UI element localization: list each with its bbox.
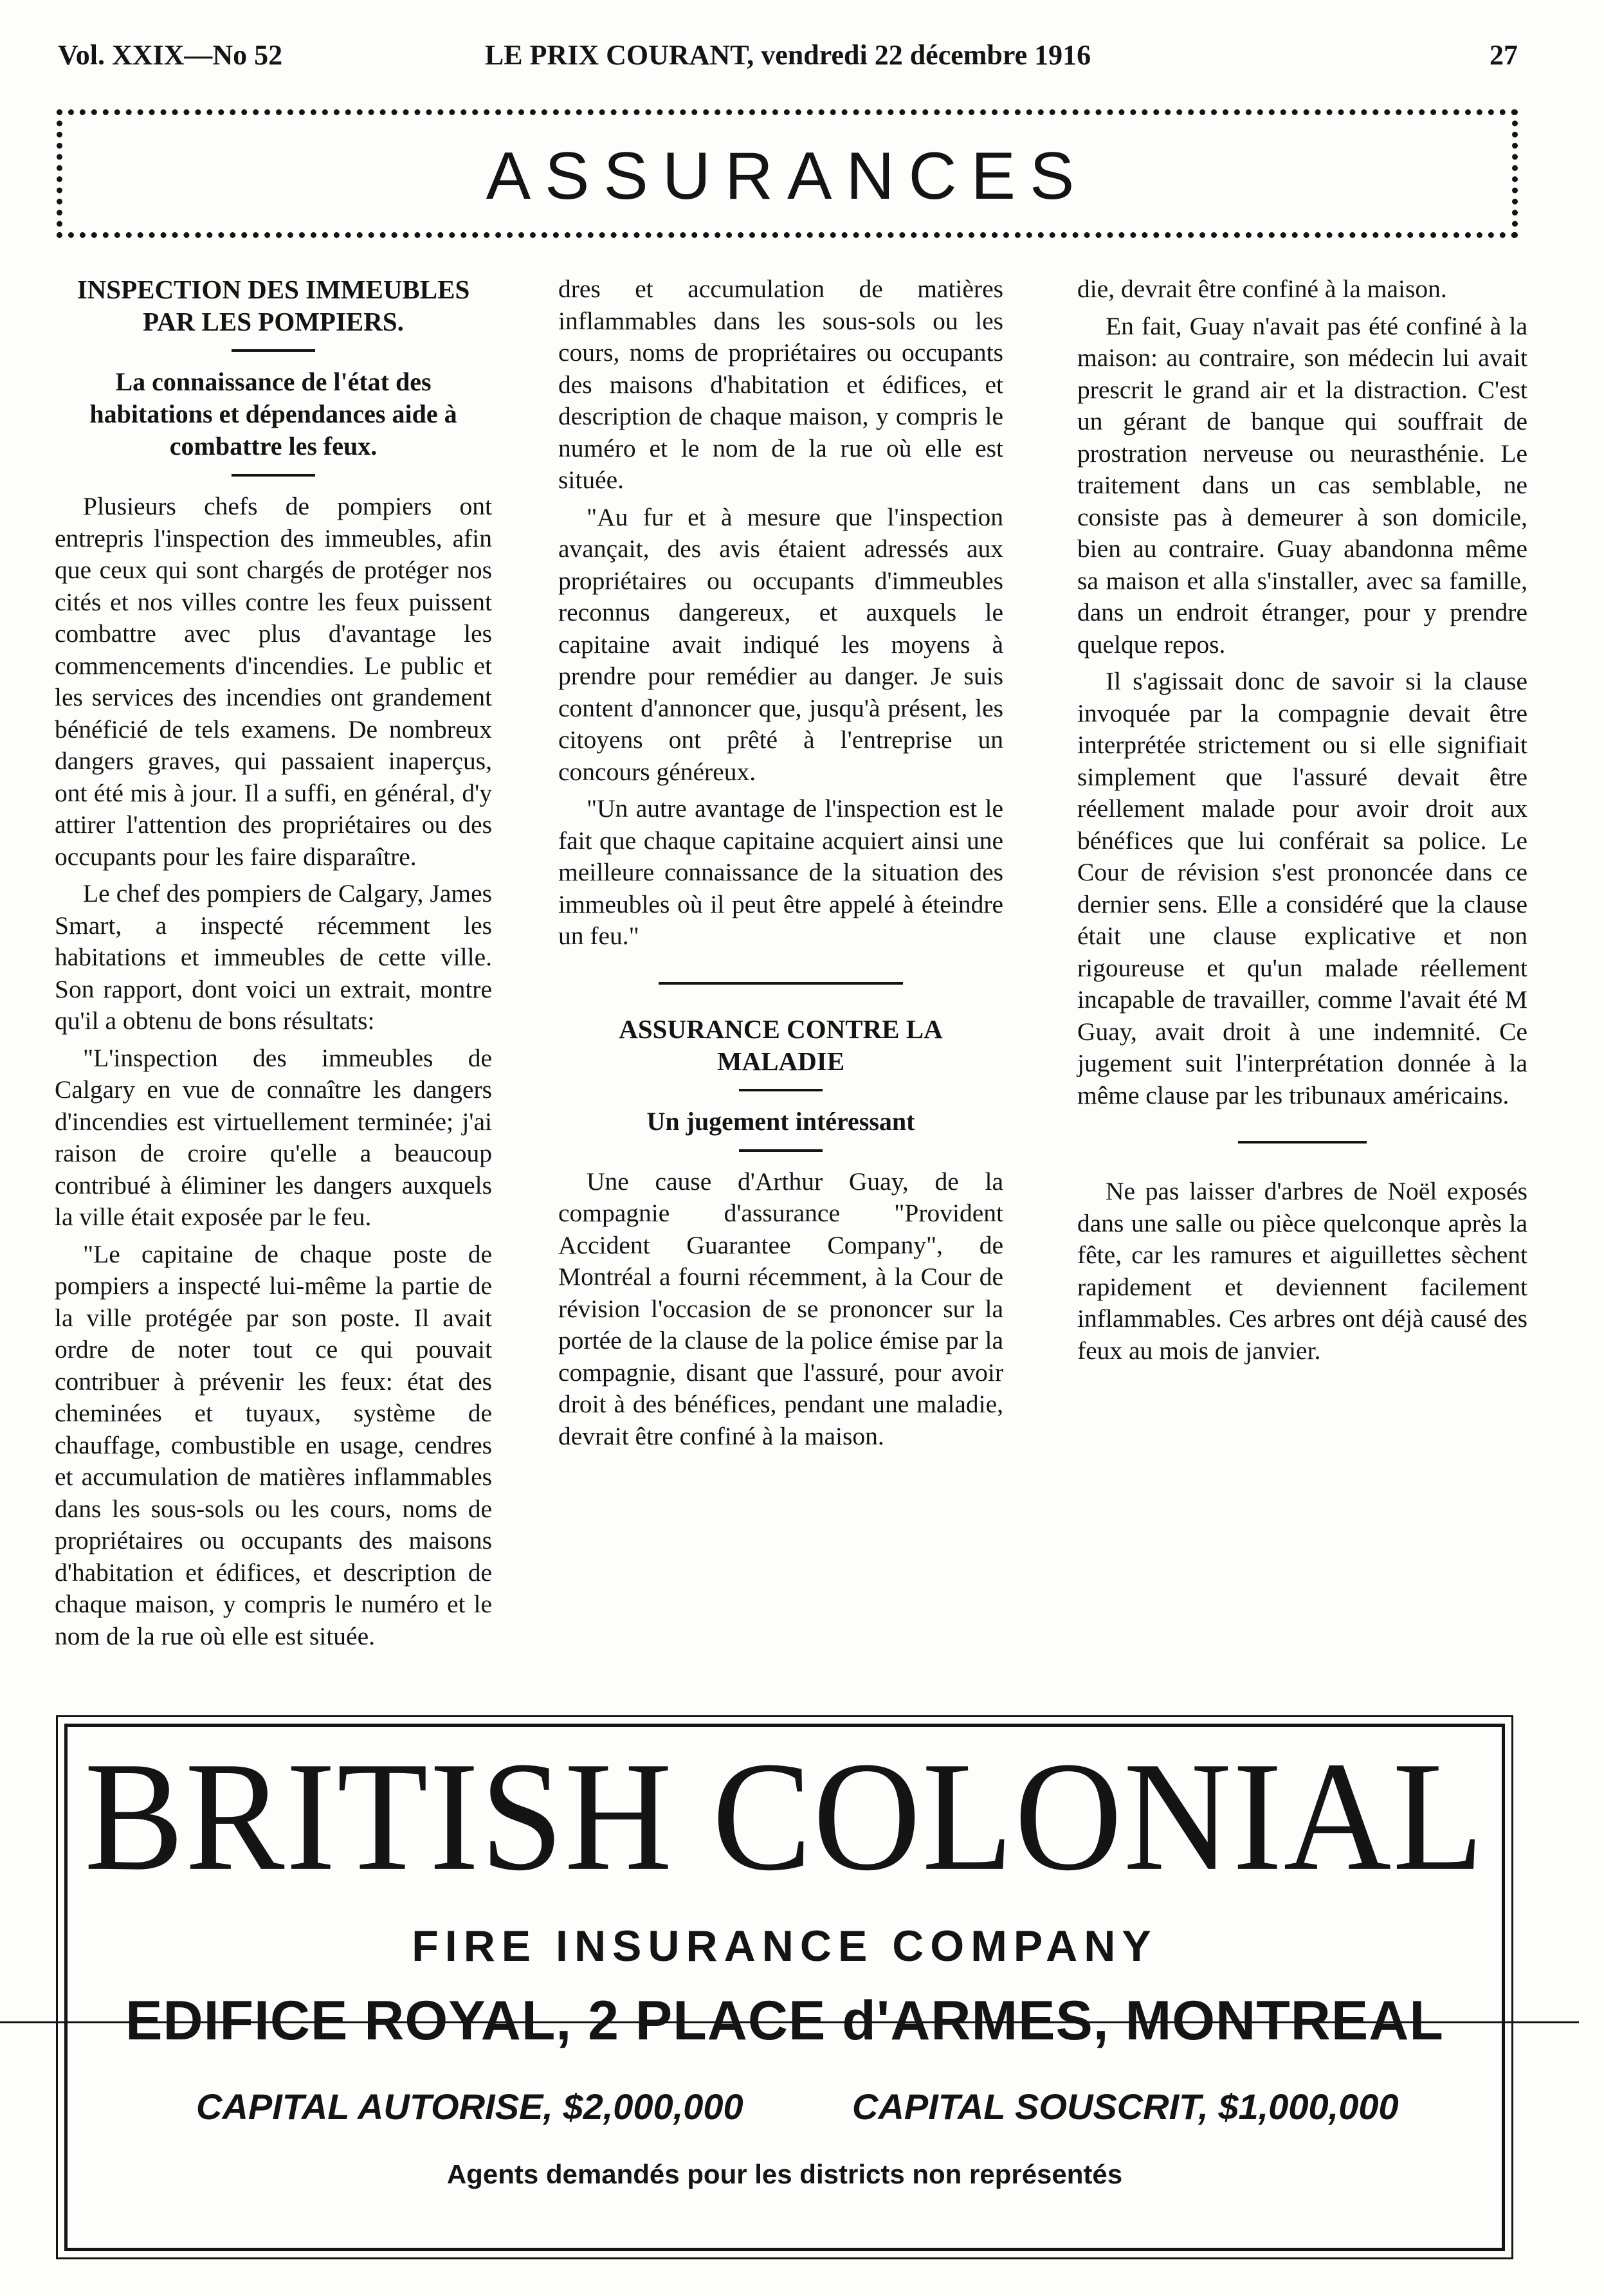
ad-company-name: BRITISH COLONIAL <box>84 1729 1485 1904</box>
article1-paragraph: "L'inspection des immeubles de Calgary en vue de connaître les dangers d'incendies est virtuellement terminée; j'ai raison de croire qu'elle a beaucoup contribué à éliminer les dangers auxquels la ville était exposée par le feu. <box>55 1043 492 1231</box>
article1-paragraph: "Au fur et à mesure que l'inspection avançait, des avis étaient adressés aux propriétaires ou occupants d'immeubles reconnus dangereux, et auxquels le capitaine avait indiqué les moyens à prendre pour remédier au danger. Je suis content d'annoncer que, jusqu'à présent, les citoyens ont prêté à l'entreprise un concours généreux. <box>558 502 1003 786</box>
notice-paragraph: Ne pas laisser d'arbres de Noël exposés dans une salle ou pièce quelconque après la fête, car les ramures et aiguillettes sèchent rapidement et deviennent facilement inflammables. Ces arbres ont déjà causé des feux au mois de janvier. <box>1077 1177 1527 1365</box>
article2-paragraph: En fait, Guay n'avait pas été confiné à la maison: au contraire, son médecin lui avait prescrit le grand air et la distraction. C'est un gérant de banque qui souffrait de prostration nerveuse ou neurasthénie. Le traitement dans un cas semblable, ne consiste pas à demeurer à son domicile, bien au contraire. Guay abandonna même sa maison et alla s'installer, avec sa famille, dans un endroit étranger, pour y prendre quelque repos. <box>1077 311 1527 659</box>
article1-title: INSPECTION DES IMMEUBLES PAR LES POMPIERS. <box>77 275 470 336</box>
section-banner <box>57 109 1518 238</box>
article1-paragraph: Plusieurs chefs de pompiers ont entrepris l'inspection des immeubles, afin que ceux qui sont chargés de protéger nos cités et nos villes contre les feux puissent combattre avec plus d'avantage les commencements d'incendies. Le public et les services des incendies ont grandement bénéficié de tels examens. De nombreux dangers graves, qui passaient inaperçus, ont été mis à jour. Il a suffi, en général, d'y attirer l'attention des propriétaires ou des occupants pour les faire disparaître. <box>55 492 492 871</box>
article2-title: ASSURANCE CONTRE LA MALADIE <box>619 1014 943 1076</box>
running-header <box>58 39 1518 84</box>
article1-paragraph-continued: dres et accumulation de matières inflammables dans les sous-sols ou les cours, noms de propriétaires ou occupants des maisons d'habitation et édifices, et description de chaque maison, y compris le numéro et le nom de la rue où elle est située. <box>558 275 1003 494</box>
article1-subtitle: La connaissance de l'état des habitations et dépendances aide à combattre les feux. <box>89 367 457 460</box>
article1-paragraph: "Le capitaine de chaque poste de pompiers a inspecté lui-même la partie de la ville protégée par son poste. Il avait ordre de noter tout ce qui pouvait contribuer à prévenir les feux: état des cheminées et tuyaux, système de chauffage, combustible en usage, cendres et accumulation de matières inflammables dans les sous-sols ou les cours, noms de propriétaires ou occupants des maisons d'habitation et édifices, et description de chaque maison, y compris le numéro et le nom de la rue où elle est située. <box>55 1239 492 1650</box>
ad-address: EDIFICE ROYAL, 2 PLACE d'ARMES, MONTREAL <box>125 1990 1444 2052</box>
divider <box>739 1149 823 1152</box>
article2-paragraph-continued: die, devrait être confiné à la maison. <box>1077 275 1447 303</box>
article2-paragraph: Une cause d'Arthur Guay, de la compagnie d'assurance "Provident Accident Guarantee Company", de Montréal a fourni récemment, à la Cour de révision l'occasion de se prononcer sur la portée de la clause de la police émise par la compagnie, disant que l'assuré, pour avoir droit à des bénéfices, pendant une maladie, devrait être confiné à la maison. <box>558 1167 1003 1450</box>
ad-company-subtitle: FIRE INSURANCE COMPANY <box>412 1922 1158 1971</box>
article2-paragraph: Il s'agissait donc de savoir si la clause invoquée par la compagnie devait être interprétée strictement ou si elle signifiait simplement que l'assuré devait être réellement malade pour avoir droit aux bénéfices que lui conférait sa police. Le Cour de révision s'est prononcée dans ce dernier sens. Elle a considéré que la clause était une clause explicative et non rigoureuse et qu'un malade réellement incapable de travailler, comme l'avait été M Guay, avait droit à une indemnité. Ce jugement suit l'interprétation donnée à la même clause par les tribunaux américains. <box>1077 667 1527 1109</box>
column-1 <box>55 273 492 1708</box>
volume-number: Vol. XXIX—No 52 <box>58 39 283 71</box>
article1-paragraph: "Un autre avantage de l'inspection est le fait que chaque capitaine acquiert ainsi une meilleure connaissance de la situation des immeubles où il peut être appelé à éteindre un feu." <box>558 794 1003 950</box>
article2-subtitle: Un jugement intéressant <box>646 1106 915 1136</box>
ad-capital-authorized: CAPITAL AUTORISE, $2,000,000 <box>196 2086 743 2127</box>
column-3 <box>1077 273 1527 1708</box>
divider <box>232 474 315 477</box>
publication-title: LE PRIX COURANT, vendredi 22 décembre 1916 <box>484 39 1091 71</box>
divider <box>1238 1141 1367 1143</box>
advertisement-box <box>64 1724 1505 2251</box>
ad-capital-subscribed: CAPITAL SOUSCRIT, $1,000,000 <box>852 2086 1399 2127</box>
page-number: 27 <box>1490 39 1518 71</box>
ad-agents-wanted: Agents demandés pour les districts non représentés <box>446 2159 1123 2189</box>
divider <box>659 982 903 985</box>
article1-paragraph: Le chef des pompiers de Calgary, James Smart, a inspecté récemment les habitations et immeubles de cette ville. Son rapport, dont voici un extrait, montre qu'il a obtenu de bons résultats: <box>55 879 492 1035</box>
divider <box>232 349 315 352</box>
column-2 <box>558 273 1003 1708</box>
section-title: ASSURANCES <box>486 139 1089 214</box>
divider <box>739 1089 823 1091</box>
